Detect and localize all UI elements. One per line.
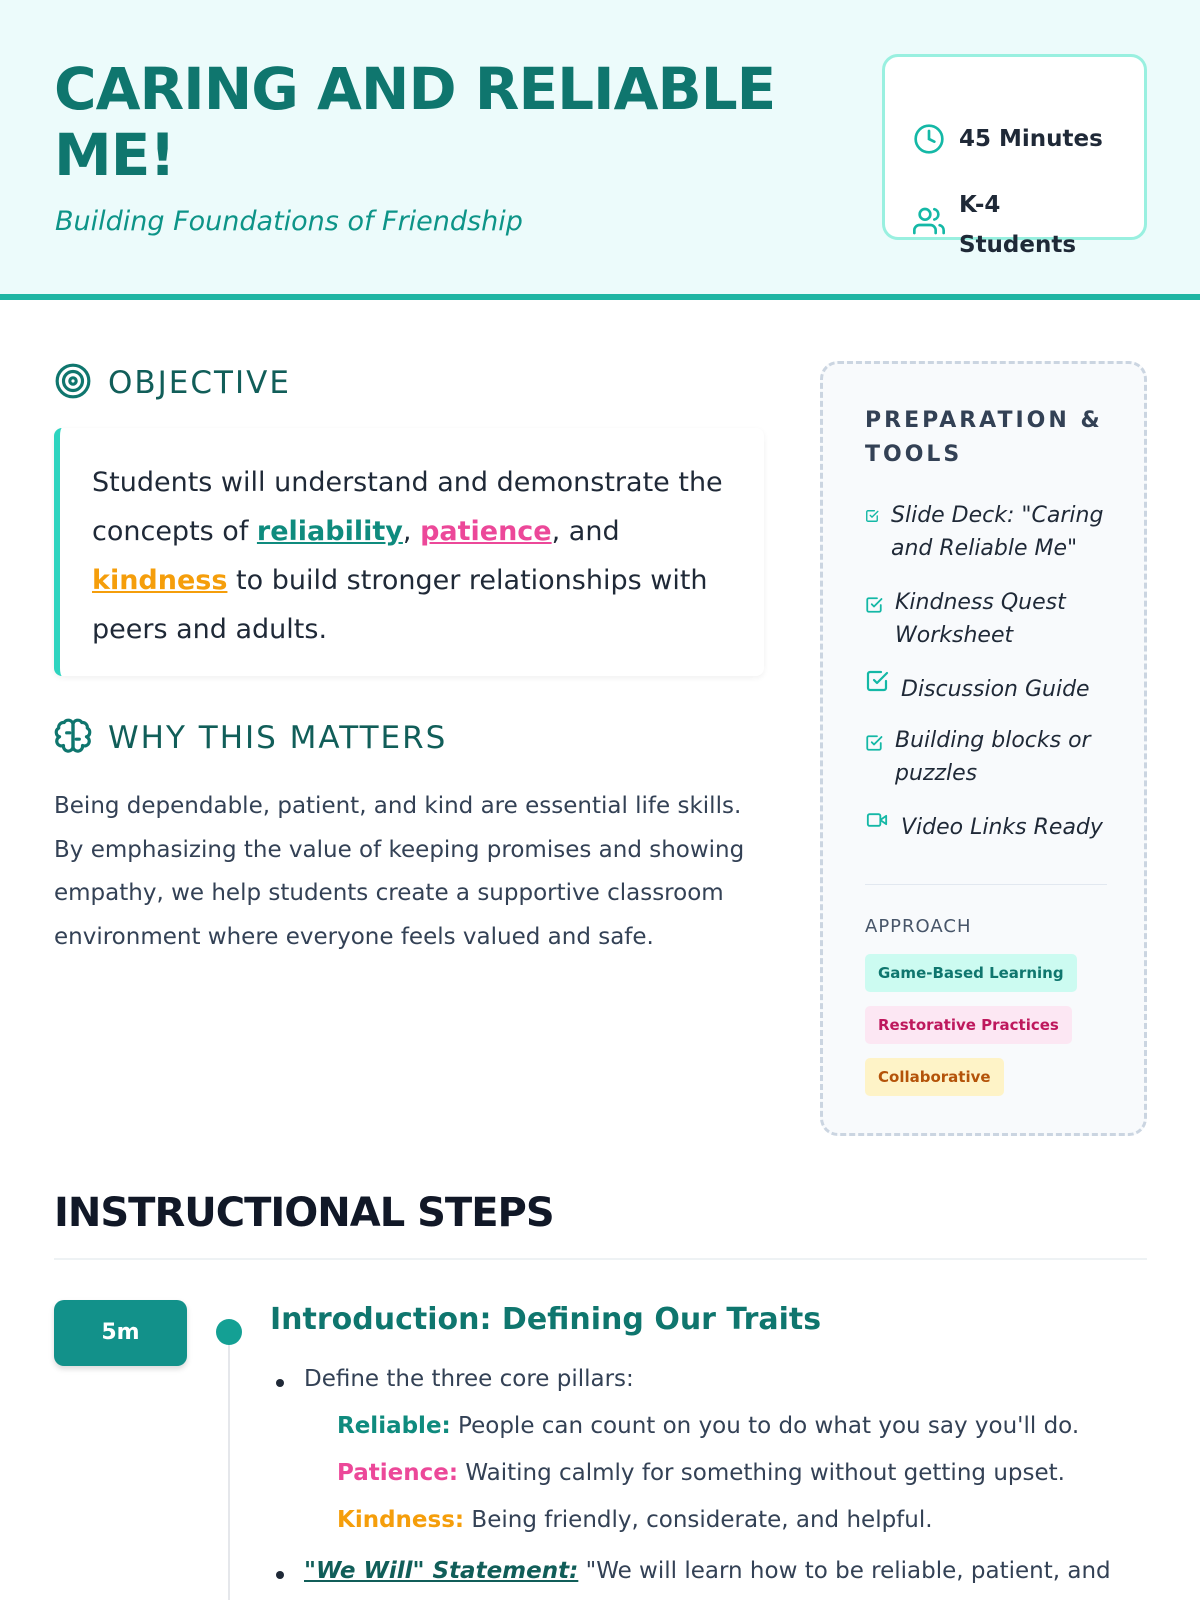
definition-text: Being friendly, considerate, and helpful. <box>464 1507 933 1533</box>
definition-term: Reliable: <box>337 1413 451 1439</box>
objective-text: Students will understand and demonstrate the concepts of <box>92 467 723 547</box>
audience-text: K-4 Students <box>959 192 1077 258</box>
lesson-meta-card <box>882 54 1147 258</box>
we-will-label: "We Will" Statement: <box>304 1558 579 1584</box>
panel-divider <box>865 884 1107 885</box>
target-icon <box>54 362 92 404</box>
tag-game-based: Game-Based Learning <box>865 954 1077 992</box>
page-subtitle: Building Foundations of Friendship <box>55 206 523 237</box>
check-square-icon <box>865 724 883 756</box>
duration-text: 45 Minutes <box>959 126 1103 152</box>
tag-collaborative: Collaborative <box>865 1058 1004 1096</box>
tag-restorative: Restorative Practices <box>865 1006 1072 1044</box>
steps-divider <box>54 1258 1147 1260</box>
clock-icon <box>913 119 945 159</box>
we-will-text: "We will learn how to be reliable, patient, and <box>578 1558 1111 1584</box>
timeline-dot <box>216 1319 242 1345</box>
tool-item <box>865 724 1125 790</box>
check-square-icon <box>865 673 889 697</box>
objective-separator: , <box>402 516 421 547</box>
definition-term: Patience: <box>337 1460 459 1486</box>
bullet-dot <box>276 1379 284 1387</box>
steps-title: INSTRUCTIONAL STEPS <box>54 1190 554 1236</box>
objective-card <box>54 428 764 676</box>
why-heading-label: WHY THIS MATTERS <box>108 720 448 756</box>
tool-label: Video Links Ready <box>901 815 1103 840</box>
objective-separator: , and <box>551 516 620 547</box>
step-bullet-text: Define the three core pillars: <box>304 1366 634 1392</box>
check-square-icon <box>865 499 879 527</box>
objective-text-end: to build stronger relationships with peers and adults. <box>92 565 708 645</box>
objective-heading-label: OBJECTIVE <box>108 365 291 401</box>
tool-label: Kindness Quest Worksheet <box>895 590 1066 648</box>
tool-item <box>865 673 1125 706</box>
tool-item <box>865 586 1125 652</box>
definition-reliable <box>337 1413 1079 1439</box>
step-title: Introduction: Defining Our Traits <box>270 1302 822 1337</box>
step-time-badge: 5m <box>54 1300 187 1366</box>
tool-label: Discussion Guide <box>901 677 1090 702</box>
tool-label: Slide Deck: "Caring and Reliable Me" <box>891 503 1104 561</box>
definition-text: People can count on you to do what you say you'll do. <box>450 1413 1080 1439</box>
check-square-icon <box>865 586 883 618</box>
timeline-line <box>228 1332 230 1600</box>
tool-label: Building blocks or puzzles <box>895 728 1091 786</box>
why-text: Being dependable, patient, and kind are essential life skills. By emphasizing the value of keeping promises and showing empathy, we help students create a supportive classroom environment where everyone feels valued and safe. <box>54 793 745 950</box>
objective-heading <box>54 362 291 404</box>
approach-label: APPROACH <box>865 916 972 937</box>
definition-text: Waiting calmly for something without getting upset. <box>458 1460 1065 1486</box>
we-will-statement <box>304 1558 1111 1584</box>
tool-item <box>865 811 1125 844</box>
definition-term: Kindness: <box>337 1507 465 1533</box>
term-kindness: kindness <box>92 565 228 596</box>
tool-item <box>865 499 1125 565</box>
lesson-header <box>0 0 1200 300</box>
audience-row <box>913 185 1099 265</box>
bullet-dot <box>276 1571 284 1579</box>
video-icon <box>865 811 889 834</box>
users-icon <box>913 185 945 241</box>
definition-kindness <box>337 1507 933 1533</box>
preparation-title: PREPARATION & TOOLS <box>865 408 1103 467</box>
duration-row <box>913 119 1103 159</box>
preparation-panel <box>820 361 1147 1136</box>
term-patience: patience <box>420 516 552 547</box>
page-title: CARING AND RELIABLE ME! <box>54 55 776 189</box>
why-heading <box>54 717 447 759</box>
definition-patience <box>337 1460 1065 1486</box>
term-reliability: reliability <box>256 516 403 547</box>
brain-icon <box>54 717 92 759</box>
